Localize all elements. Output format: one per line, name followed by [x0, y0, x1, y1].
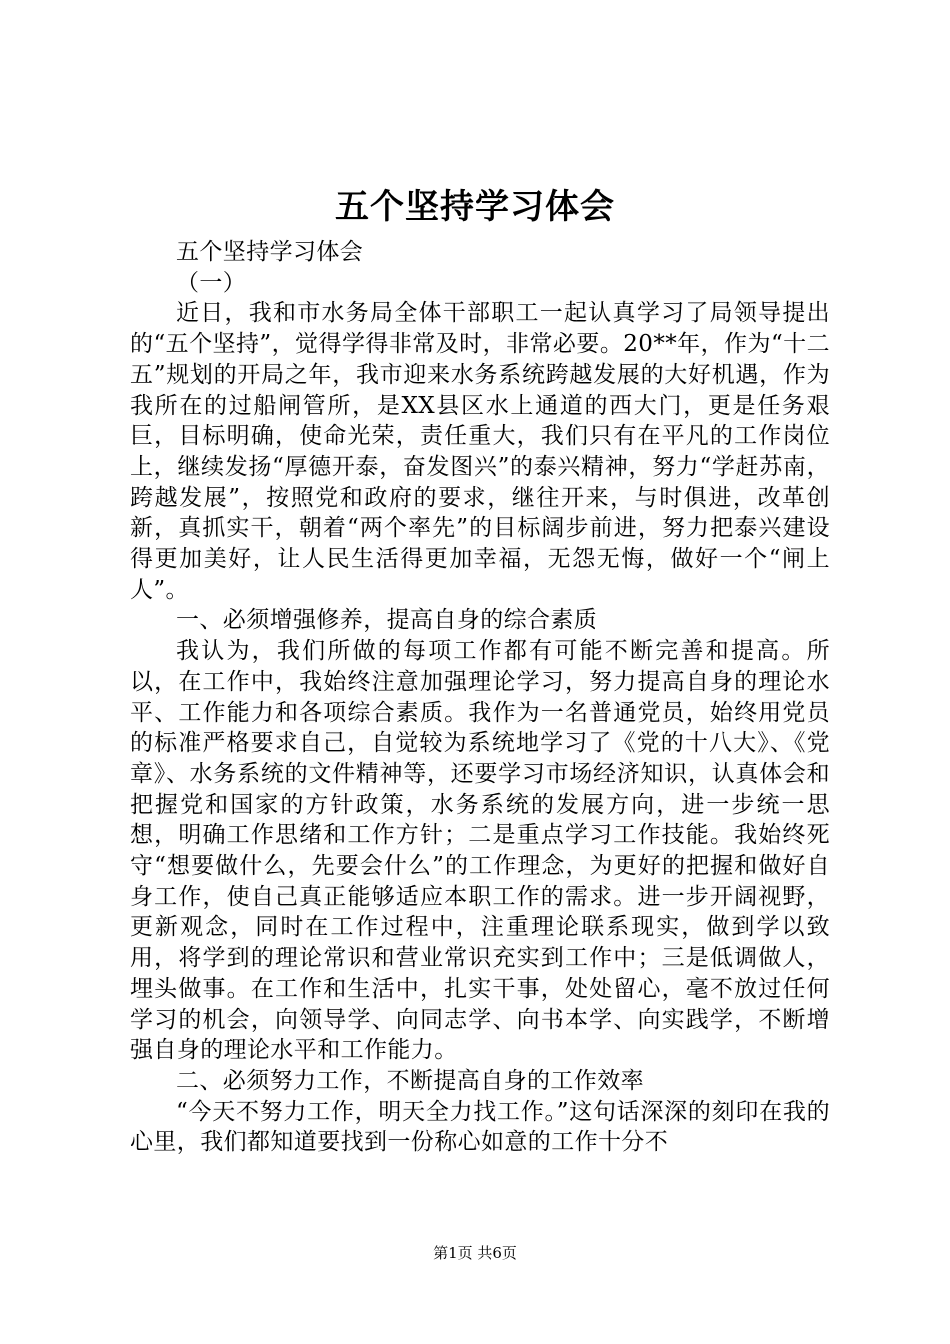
section-heading: 二、必须努力工作，不断提高自身的工作效率 [176, 1067, 644, 1094]
page-footer: 第1页 共6页 [433, 1244, 517, 1262]
body-paragraph: 近日，我和市水务局全体干部职工一起认真学习了局领导提出的“五个坚持”，觉得学得非常及时，非常必要。20**年，作为“十二五”规划的开局之年，我市迎来水务系统跨越发展的大好机遇，作为我所在的过船闸管所，是XX县区水上通道的西大门，更是任务艰巨，目标明确，使命光荣，责任重大，我们只有在平凡的工作岗位上，继续发扬“厚德开泰，奋发图兴”的泰兴精神，努力“学赶苏南，跨越发展”，按照党和政府的要求，继往开来，与时俱进，改革创新，真抓实干，朝着“两个率先”的目标阔步前进，努力把泰兴建设得更加美好，让人民生活得更加幸福，无怨无悔，做好一个“闸上人”。 [130, 300, 830, 603]
subtitle-paragraph: 五个坚持学习体会 [176, 239, 364, 265]
body-paragraph: “今天不努力工作，明天全力找工作。”这句话深深的刻印在我的心里，我们都知道要找到一份称心如意的工作十分不 [130, 1098, 830, 1156]
section-heading: 一、必须增强修养，提高自身的综合素质 [176, 607, 598, 634]
section-number: （一） [176, 269, 247, 296]
document-title: 五个坚持学习体会 [335, 187, 615, 227]
document-body [130, 237, 830, 1158]
body-paragraph: 我认为，我们所做的每项工作都有可能不断完善和提高。所以，在工作中，我始终注意加强理论学习，努力提高自身的理论水平、工作能力和各项综合素质。我作为一名普通党员，始终用党员的标准严格要求自己，自觉较为系统地学习了《党的十八大》、《党章》、水务系统的文件精神等，还要学习市场经济知识，认真体会和把握党和国家的方针政策，水务系统的发展方向，进一步统一思想，明确工作思绪和工作方针；二是重点学习工作技能。我始终死守“想要做什么，先要会什么”的工作理念，为更好的把握和做好自身工作，使自己真正能够适应本职工作的需求。进一步开阔视野，更新观念，同时在工作过程中，注重理论联系现实，做到学以致用，将学到的理论常识和营业常识充实到工作中；三是低调做人，埋头做事。在工作和生活中，扎实干事，处处留心，毫不放过任何学习的机会，向领导学、向同志学、向书本学、向实践学，不断增强自身的理论水平和工作能力。 [130, 638, 830, 1064]
